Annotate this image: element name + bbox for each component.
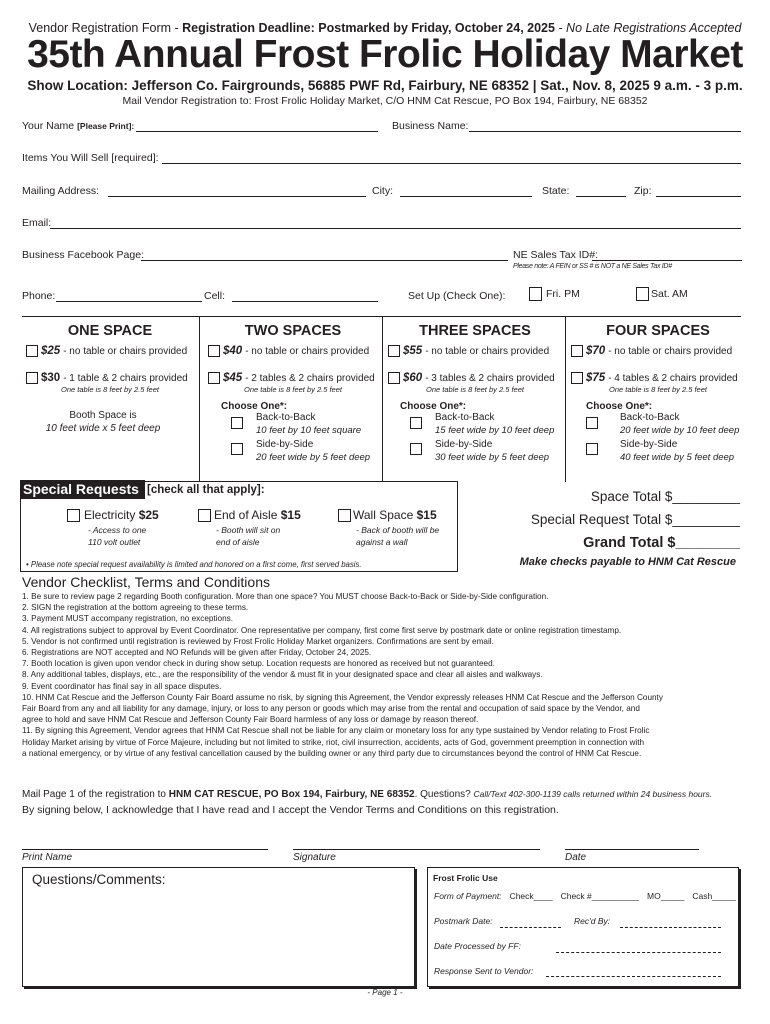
check-all-label: [check all that apply]: <box>147 484 265 496</box>
special-requests-note: • Please note special request availability is limited and honored on a first come, first served basis. <box>26 560 362 569</box>
four-spaces-column: FOUR SPACES $70 - no table or chairs provided $75 - 4 tables & 2 chairs provided One table is 8 feet by 2.5 feet Choose One*: Back-to-Back 20 feet wide by 10 feet deep Side-by-Side 40 feet wide by 5 feet deep <box>568 318 748 464</box>
response-line[interactable] <box>546 976 721 977</box>
checks-payable-note: Make checks payable to HNM Cat Rescue <box>519 556 736 568</box>
booth-size-line2: 10 feet wide x 5 feet deep <box>45 423 161 434</box>
print-name-line[interactable] <box>22 849 268 850</box>
email-label: Email: <box>22 217 52 229</box>
header-line1: Vendor Registration Form - Registration Deadline: Postmarked by Friday, October 24, 2025 - No Late Registrations Accepted <box>28 21 742 35</box>
items-sell-label: Items You Will Sell [required]: <box>22 152 159 164</box>
wall-space-option[interactable]: Wall Space $15 <box>338 508 437 522</box>
facebook-field[interactable] <box>141 260 508 261</box>
list-item: 9. Event coordinator has final say in all space disputes. <box>22 681 222 691</box>
booth-size-line1: Booth Space is <box>69 410 137 421</box>
list-item: 6. Registrations are NOT accepted and NO Refunds will be given after Friday, October 24, 2025. <box>22 648 372 658</box>
side-by-side-checkbox[interactable] <box>231 443 243 455</box>
fri-checkbox[interactable] <box>529 287 542 301</box>
wall-space-checkbox[interactable] <box>338 509 351 522</box>
two-spaces-option-b[interactable]: $45 - 2 tables & 2 chairs provided <box>208 372 383 384</box>
table-note: One table is 8 feet by 2.5 feet <box>244 385 342 394</box>
your-name-field[interactable] <box>136 131 378 132</box>
electricity-checkbox[interactable] <box>67 509 80 522</box>
postmark-label: Postmark Date: <box>434 916 493 926</box>
one-space-option-a[interactable]: $25 - no table or chairs provided <box>26 345 200 357</box>
checkbox[interactable] <box>208 372 220 384</box>
list-item: 7. Booth location is given upon vendor check in during show setup. Location requests are honored as received but not guaranteed. <box>22 659 495 669</box>
recd-by-label: Rec'd By: <box>574 916 611 926</box>
one-space-header: ONE SPACE <box>67 323 153 339</box>
checkbox[interactable] <box>26 345 38 357</box>
signature-line[interactable] <box>293 849 540 850</box>
postmark-line[interactable] <box>500 927 561 928</box>
side-by-side-checkbox[interactable] <box>586 443 598 455</box>
mail-to-address: Mail Vendor Registration to: Frost Frolic Holiday Market, C/O HNM Cat Rescue, PO Box 194, Fairbury, NE 68352 <box>122 95 648 107</box>
four-spaces-header: FOUR SPACES <box>606 323 710 339</box>
tax-id-field[interactable] <box>592 260 742 261</box>
list-item: Fair Board from any and all liability for any damage, injury, or loss to any person or goods which may arise from the rental and occupation of said space by the Vendor, and <box>22 704 640 714</box>
back-to-back-checkbox[interactable] <box>586 417 598 429</box>
setup-label: Set Up (Check One): <box>408 290 506 302</box>
list-item: 1. Be sure to review page 2 regarding Booth configuration. More than one space? You MUST choose Back-to-Back or Side-by-Side configuration. <box>22 592 549 601</box>
business-name-label: Business Name: <box>392 120 469 132</box>
tax-id-note: Please note: A FEIN or SS # is NOT a NE Sales Tax ID# <box>513 263 672 270</box>
phone-field[interactable] <box>56 301 202 302</box>
city-label: City: <box>372 185 393 197</box>
date-line[interactable] <box>565 849 699 850</box>
four-spaces-option-b[interactable]: $75 - 4 tables & 2 chairs provided <box>571 372 748 384</box>
business-name-field[interactable] <box>469 131 741 132</box>
back-to-back-checkbox[interactable] <box>410 417 422 429</box>
show-location: Show Location: Jefferson Co. Fairgrounds, 56885 PWF Rd, Fairbury, NE 68352 | Sat., Nov. 8, 2025 9 a.m. - 3 p.m. <box>27 78 743 93</box>
divider <box>565 316 566 482</box>
electricity-option[interactable]: Electricity $25 <box>67 508 159 522</box>
office-use-title: Frost Frolic Use <box>433 873 498 883</box>
list-item: 8. Any additional tables, displays, etc., are the responsibility of the vendor & must fit in your designated space and clear all aisles and walkways. <box>22 670 543 680</box>
recd-by-line[interactable] <box>620 927 721 928</box>
list-item: 3. Payment MUST accompany registration, no exceptions. <box>22 614 234 624</box>
list-item: 2. SIGN the registration at the bottom agreeing to these terms. <box>22 603 249 613</box>
choose-one-label: Choose One*: <box>221 401 288 412</box>
date-label: Date <box>565 852 587 863</box>
processed-label: Date Processed by FF: <box>434 941 521 951</box>
checkbox[interactable] <box>26 372 38 384</box>
choose-one-label: Choose One*: <box>586 401 653 412</box>
three-spaces-header: THREE SPACES <box>419 323 531 339</box>
signature-label: Signature <box>293 852 336 863</box>
sat-checkbox[interactable] <box>636 287 649 301</box>
questions-comments-label: Questions/Comments: <box>32 872 166 887</box>
your-name-label: Your Name [Please Print]: <box>22 120 135 132</box>
items-sell-field[interactable] <box>162 163 741 164</box>
three-spaces-option-a[interactable]: $55 - no table or chairs provided <box>388 345 565 357</box>
office-use-box <box>427 867 739 987</box>
city-field[interactable] <box>400 196 532 197</box>
mailing-address-field[interactable] <box>108 196 366 197</box>
tax-id-label: NE Sales Tax ID#: <box>513 249 599 261</box>
checklist-items <box>22 591 748 759</box>
registration-deadline: Registration Deadline: Postmarked by Friday, October 24, 2025 <box>182 21 555 35</box>
three-spaces-column: THREE SPACES $55 - no table or chairs provided $60 - 3 tables & 2 chairs provided One table is 8 feet by 2.5 feet Choose One*: Back-to-Back 15 feet wide by 10 feet deep Side-by-Side 30 feet wide by 5 feet deep <box>385 318 565 464</box>
list-item: a national emergency, or by virtue of any festival cancellation caused by the building owner or any third party due to circumstances beyond the control of HNM Cat Rescue. <box>22 748 642 758</box>
table-note: One table is 8 feet by 2.5 feet <box>61 385 159 394</box>
special-requests-title: Special Requests <box>20 480 145 499</box>
print-name-label: Print Name <box>22 852 73 863</box>
space-total: Space Total $_________ <box>590 489 740 504</box>
payment-row: Form of Payment: Check____ Check #__________ MO_____ Cash_____ <box>434 891 736 901</box>
checkbox[interactable] <box>388 372 400 384</box>
four-spaces-option-a[interactable]: $70 - no table or chairs provided <box>571 345 748 357</box>
one-space-column <box>20 318 200 434</box>
list-item: 4. All registrations subject to approval by Event Coordinator. One representative per company, first come first serve by postmark date or online registration timestamp. <box>22 625 622 635</box>
page-title: 35th Annual Frost Frolic Holiday Market <box>27 33 743 76</box>
cell-label: Cell: <box>204 290 226 302</box>
checkbox[interactable] <box>571 372 583 384</box>
acknowledgement: By signing below, I acknowledge that I have read and I accept the Vendor Terms and Conditions on this registration. <box>22 804 559 816</box>
zip-label: Zip: <box>634 185 652 197</box>
two-spaces-header: TWO SPACES <box>244 323 342 339</box>
back-to-back-checkbox[interactable] <box>231 417 243 429</box>
questions-comments-box[interactable] <box>22 867 415 987</box>
mail-instructions: Mail Page 1 of the registration to HNM CAT RESCUE, PO Box 194, Fairbury, NE 68352. Questions? Call/Text 402-300-1139 calls returned within 24 business hours. <box>22 789 713 800</box>
special-request-total: Special Request Total $_________ <box>530 512 740 527</box>
state-label: State: <box>542 185 570 197</box>
checkbox[interactable] <box>208 345 220 357</box>
processed-line[interactable] <box>556 952 721 953</box>
table-note: One table is 8 feet by 2.5 feet <box>426 385 524 394</box>
choose-one-label: Choose One*: <box>400 401 467 412</box>
three-spaces-option-b[interactable]: $60 - 3 tables & 2 chairs provided <box>388 372 565 384</box>
checkbox[interactable] <box>388 345 400 357</box>
zip-field[interactable] <box>656 196 741 197</box>
state-field[interactable] <box>576 196 626 197</box>
setup-sat-option[interactable]: Sat. AM <box>636 287 688 301</box>
two-spaces-column: TWO SPACES $40 - no table or chairs provided $45 - 2 tables & 2 chairs provided One table is 8 feet by 2.5 feet Choose One*: Back-to-Back 10 feet by 10 feet square Side-by-Side 20 feet wide by 5 feet deep <box>203 318 383 464</box>
facebook-label: Business Facebook Page: <box>22 249 144 261</box>
setup-fri-option[interactable]: Fri. PM <box>529 287 580 301</box>
side-by-side-checkbox[interactable] <box>410 443 422 455</box>
phone-label: Phone: <box>22 290 56 302</box>
list-item: Holiday Market arising by virtue of Force Majeure, including but not limited to strike, riot, civil insurrection, accidents, acts of God, government preemption in connection with <box>22 737 645 747</box>
list-item: 10. HNM Cat Rescue and the Jefferson County Fair Board assume no risk, by signing this Agreement, the Vendor expressly releases HNM Cat Rescue and the Jefferson County <box>22 692 663 702</box>
table-note: One table is 8 feet by 2.5 feet <box>609 385 707 394</box>
checklist-title: Vendor Checklist, Terms and Conditions <box>22 574 270 590</box>
email-field[interactable] <box>50 228 741 229</box>
response-label: Response Sent to Vendor: <box>434 966 534 976</box>
end-of-aisle-checkbox[interactable] <box>198 509 211 522</box>
two-spaces-option-a[interactable]: $40 - no table or chairs provided <box>208 345 383 357</box>
list-item: 11. By signing this Agreement, Vendor agrees that HNM Cat Rescue shall not be liable for any claim or monetary loss for any type sustained by Vendor relating to Frost Frolic <box>22 726 650 736</box>
cell-field[interactable] <box>232 301 378 302</box>
list-item: agree to hold and save HNM Cat Rescue and Jefferson County Fair Board harmless of any loss or damage by reason thereof. <box>22 715 479 725</box>
end-of-aisle-option[interactable]: End of Aisle $15 <box>198 508 301 522</box>
page-number: - Page 1 - <box>367 988 403 997</box>
list-item: 5. Vendor is not confirmed until registration is reviewed by Frost Frolic Holiday Market organizers. Confirmations are sent by email. <box>22 636 494 646</box>
grand-total: Grand Total $________ <box>583 535 740 551</box>
one-space-option-b[interactable]: $30 - 1 table & 2 chairs provided <box>26 372 200 384</box>
mailing-address-label: Mailing Address: <box>22 185 100 197</box>
checkbox[interactable] <box>571 345 583 357</box>
